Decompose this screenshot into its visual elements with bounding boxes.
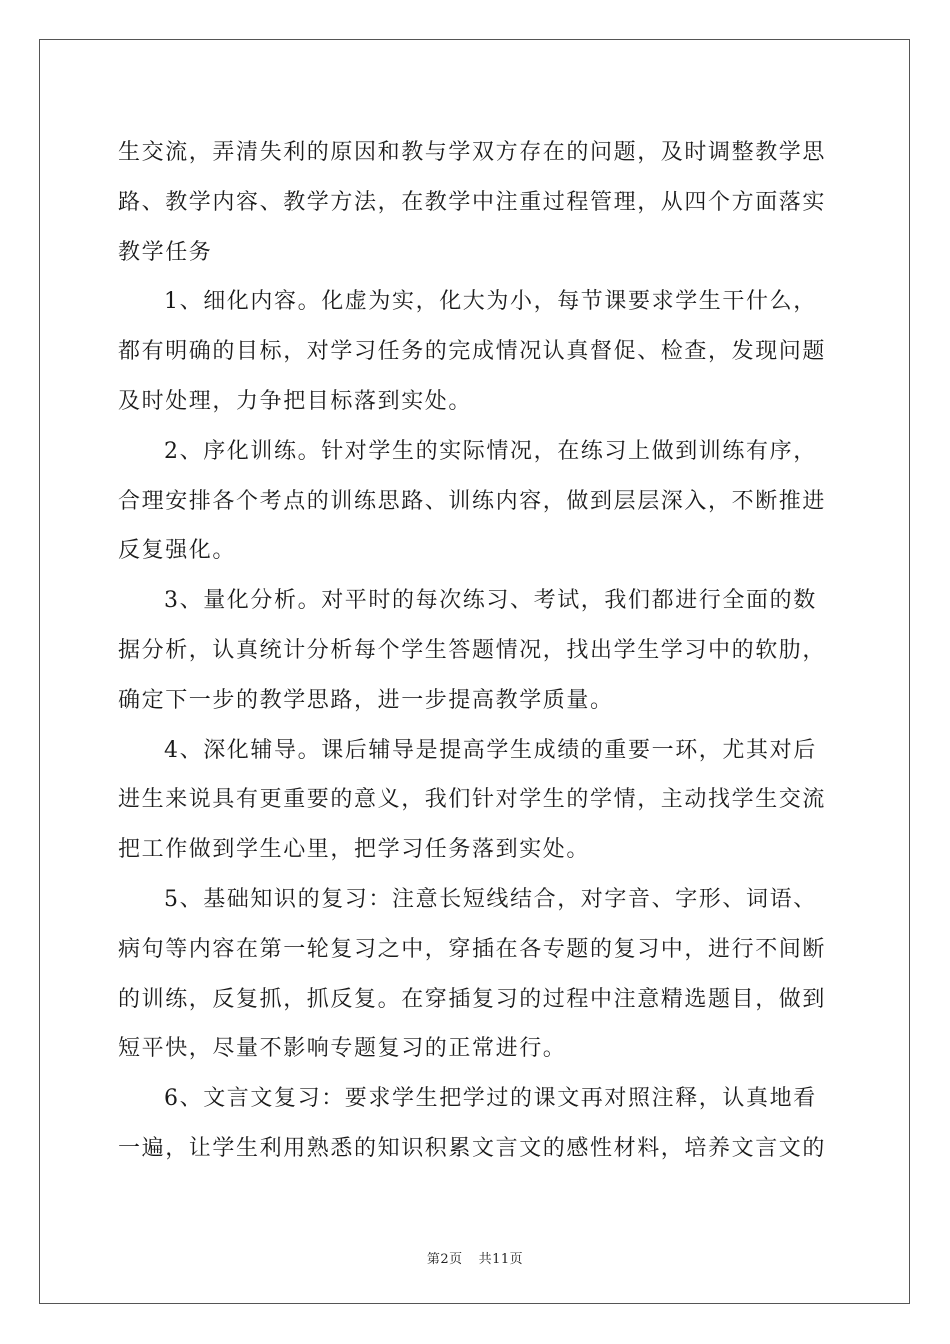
- text-line: 3、量化分析。对平时的每次练习、考试，我们都进行全面的数: [164, 588, 817, 614]
- text-line: 4、深化辅导。课后辅导是提高学生成绩的重要一环，尤其对后: [164, 737, 817, 763]
- text-line: 进生来说具有更重要的意义，我们针对学生的学情，主动找学生交流: [118, 787, 827, 813]
- text-line: 确定下一步的教学思路，进一步提高教学质量。: [118, 687, 614, 713]
- paragraph-item-1: [118, 277, 832, 426]
- text-line: 及时处理，力争把目标落到实处。: [118, 388, 473, 414]
- text-line: 生交流，弄清失利的原因和教与学双方存在的问题，及时调整教学思: [118, 140, 827, 165]
- text-line: 6、文言文复习：要求学生把学过的课文再对照注释，认真地看: [164, 1086, 817, 1112]
- paragraph-item-2: [118, 427, 832, 576]
- text-line: 一遍，让学生利用熟悉的知识积累文言文的感性材料，培养文言文的: [118, 1135, 827, 1161]
- text-line: 据分析，认真统计分析每个学生答题情况，找出学生学习中的软肋，: [118, 637, 827, 663]
- paragraph-item-5: [118, 875, 832, 1074]
- text-line: 2、序化训练。针对学生的实际情况，在练习上做到训练有序，: [164, 438, 817, 464]
- page-number: 第2页: [426, 1252, 463, 1267]
- document-body: [118, 128, 832, 1174]
- text-line: 反复强化。: [118, 538, 237, 564]
- paragraph-intro: [118, 128, 832, 277]
- page-total: 共11页: [478, 1252, 524, 1267]
- paragraph-item-4: [118, 726, 832, 875]
- page-footer: [0, 1248, 950, 1267]
- paragraph-item-3: [118, 576, 832, 725]
- text-line: 都有明确的目标，对学习任务的完成情况认真督促、检查，发现问题: [118, 339, 827, 365]
- text-line: 合理安排各个考点的训练思路、训练内容，做到层层深入，不断推进: [118, 488, 827, 514]
- text-line: 病句等内容在第一轮复习之中，穿插在各专题的复习中，进行不间断: [118, 936, 827, 962]
- text-line: 教学任务: [118, 239, 213, 265]
- text-line: 1、细化内容。化虚为实，化大为小，每节课要求学生干什么，: [164, 289, 817, 315]
- text-line: 短平快，尽量不影响专题复习的正常进行。: [118, 1036, 567, 1062]
- text-line: 5、基础知识的复习：注意长短线结合，对字音、字形、词语、: [164, 886, 817, 912]
- text-line: 把工作做到学生心里，把学习任务落到实处。: [118, 837, 591, 863]
- text-line: 路、教学内容、教学方法，在教学中注重过程管理，从四个方面落实: [118, 189, 827, 215]
- text-line: 的训练，反复抓，抓反复。在穿插复习的过程中注意精选题目，做到: [118, 986, 827, 1012]
- paragraph-item-6: [118, 1074, 832, 1174]
